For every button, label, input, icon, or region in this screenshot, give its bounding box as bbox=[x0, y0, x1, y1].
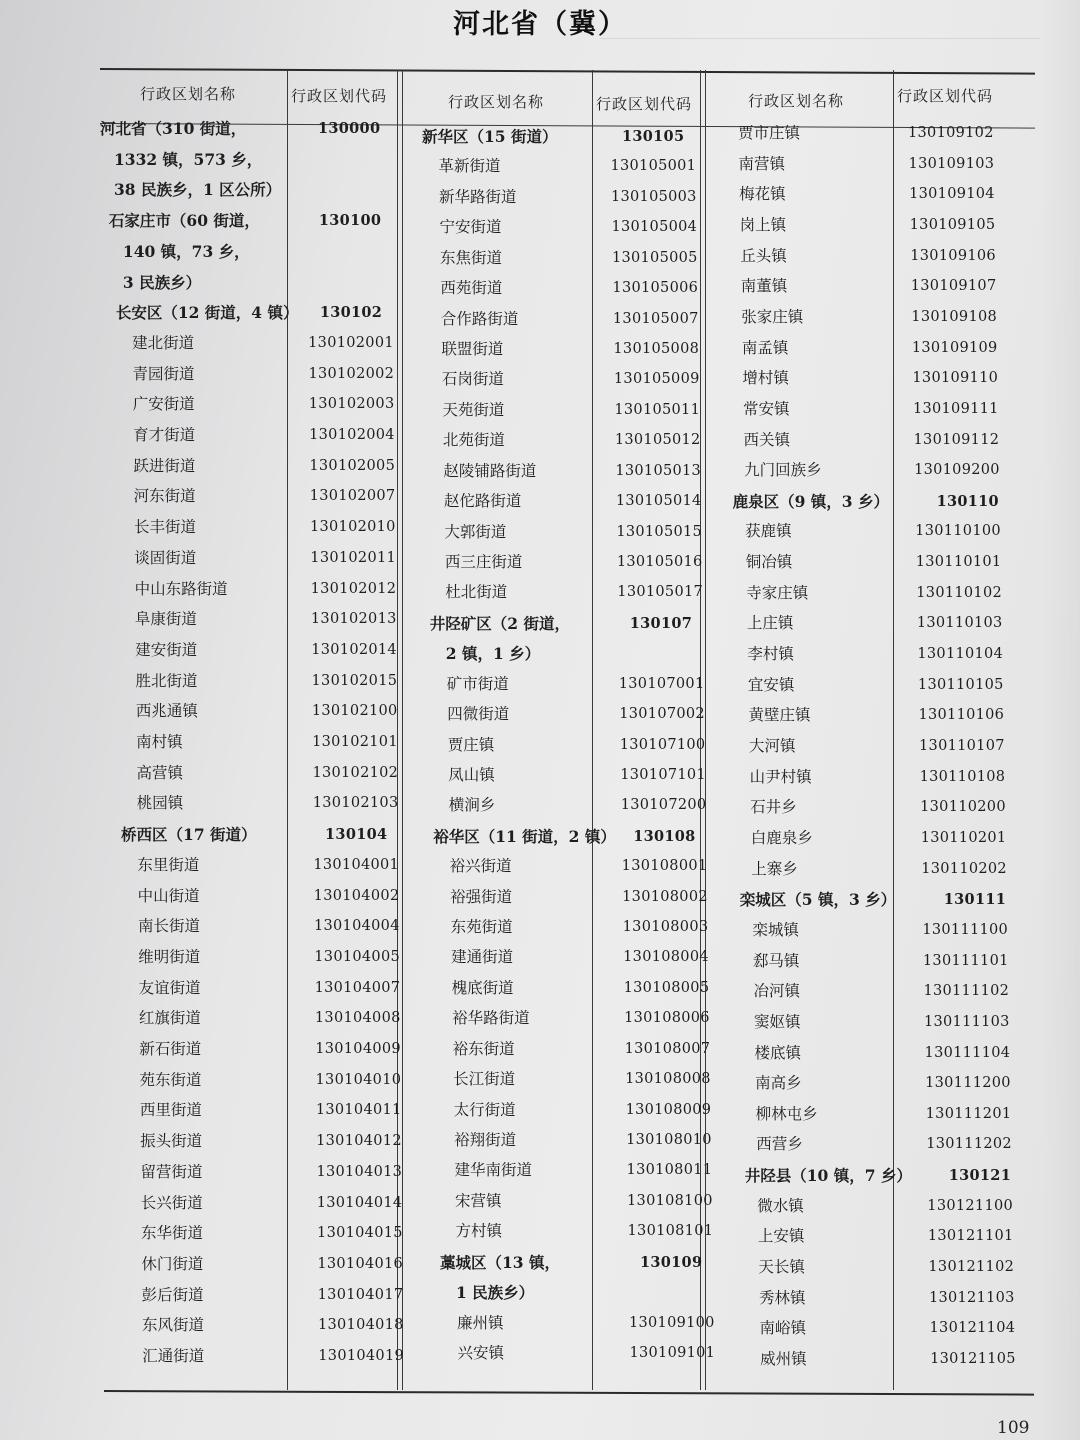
entry-name: 太行街道 bbox=[453, 1100, 516, 1119]
entry-code: 130104007 bbox=[314, 979, 401, 996]
entry-code: 130107002 bbox=[619, 706, 705, 723]
entry-name: 梅花镇 bbox=[739, 185, 786, 204]
entry-name: 贾庄镇 bbox=[447, 735, 495, 754]
entry-code: 130111102 bbox=[923, 983, 1010, 1000]
entry-name: 东里街道 bbox=[137, 855, 200, 874]
entry-name: 裕强街道 bbox=[450, 887, 513, 906]
entry-code: 130121 bbox=[948, 1167, 1012, 1185]
entry-name: 南营镇 bbox=[738, 154, 786, 173]
entry-name: 矿市街道 bbox=[446, 674, 509, 693]
entry-name: 河东街道 bbox=[133, 487, 196, 506]
entry-code: 130105009 bbox=[613, 371, 700, 388]
entry-name: 高营镇 bbox=[136, 763, 183, 782]
entry-code: 130110102 bbox=[916, 584, 1002, 601]
entry-code: 130105001 bbox=[610, 158, 697, 175]
entry-name: 留营街道 bbox=[140, 1162, 203, 1181]
entry-name: 裕华路街道 bbox=[452, 1009, 530, 1028]
entry-code: 130105016 bbox=[616, 553, 703, 570]
entry-code: 130105 bbox=[622, 128, 685, 145]
entry-code: 130111100 bbox=[922, 921, 1009, 938]
entry-code: 130105007 bbox=[612, 310, 699, 327]
entry-name: 东焦街道 bbox=[439, 248, 502, 267]
entry-code: 130110104 bbox=[917, 646, 1004, 663]
entry-name: 长兴街道 bbox=[140, 1193, 203, 1212]
entry-name: 方村镇 bbox=[455, 1222, 503, 1241]
entry-name: 上庄镇 bbox=[746, 614, 794, 633]
entry-code: 130100 bbox=[318, 212, 382, 230]
entry-code: 130105013 bbox=[615, 462, 702, 479]
entry-code: 130104004 bbox=[313, 918, 400, 935]
entry-name: 石家庄市（60 街道， bbox=[108, 211, 260, 231]
entry-code: 130000 bbox=[318, 120, 381, 137]
entry-name: 窦妪镇 bbox=[753, 1012, 801, 1031]
entry-name: 井陉县（10 镇，7 乡） bbox=[744, 1166, 912, 1186]
entry-code: 130110200 bbox=[920, 799, 1006, 816]
page-title: 河北省（冀） bbox=[453, 9, 627, 40]
entry-name: 鹿泉区（9 镇，3 乡） bbox=[732, 491, 889, 511]
entry-name: 南峪镇 bbox=[759, 1319, 807, 1338]
entry-name: 河北省（310 街道， bbox=[100, 119, 247, 138]
table-bottom-rule bbox=[104, 1390, 1034, 1396]
entry-code: 130104002 bbox=[313, 887, 400, 904]
entry-code: 130107200 bbox=[620, 797, 707, 814]
entry-code: 130108100 bbox=[627, 1192, 713, 1209]
entry-name: 上安镇 bbox=[757, 1227, 805, 1246]
entry-name: 井陉矿区（2 街道， bbox=[429, 613, 570, 633]
entry-name: 西营乡 bbox=[756, 1135, 803, 1154]
entry-code: 130105012 bbox=[614, 432, 701, 449]
entry-name: 建华南街道 bbox=[454, 1161, 533, 1180]
entry-name: 长丰街道 bbox=[133, 518, 196, 537]
column-rule bbox=[893, 70, 894, 1390]
entry-name: 杜北街道 bbox=[445, 583, 508, 602]
entry-code: 130104019 bbox=[318, 1348, 404, 1364]
entry-code: 130108011 bbox=[626, 1162, 713, 1179]
entry-code: 130108008 bbox=[625, 1071, 711, 1088]
entry-code: 130109102 bbox=[908, 125, 994, 141]
entry-name: 西里街道 bbox=[139, 1101, 202, 1120]
entry-code: 130108004 bbox=[623, 949, 709, 966]
entry-name: 140 镇，73 乡， bbox=[122, 241, 250, 261]
entry-code: 130121102 bbox=[928, 1259, 1015, 1276]
column-rule bbox=[287, 70, 288, 1390]
entry-code: 130105015 bbox=[616, 523, 703, 540]
entry-code: 130108010 bbox=[626, 1132, 712, 1149]
entry-code: 130109105 bbox=[909, 216, 996, 233]
entry-code: 130102010 bbox=[309, 519, 396, 536]
entry-name: 建通街道 bbox=[451, 948, 514, 967]
entry-name: 楼底镇 bbox=[754, 1043, 802, 1062]
entry-name: 东风街道 bbox=[141, 1316, 204, 1335]
entry-name: 宁安街道 bbox=[439, 218, 502, 237]
entry-code: 130108001 bbox=[621, 858, 708, 875]
column-header-code: 行政区划代码 bbox=[291, 87, 388, 105]
entry-name: 广安街道 bbox=[132, 395, 195, 414]
entry-code: 130111 bbox=[943, 891, 1007, 909]
entry-name: 栾城区（5 镇，3 乡） bbox=[739, 890, 897, 910]
entry-code: 130109111 bbox=[912, 400, 999, 417]
entry-name: 石岗街道 bbox=[441, 370, 504, 389]
entry-code: 130110106 bbox=[918, 707, 1005, 724]
entry-code: 130105014 bbox=[615, 493, 702, 510]
entry-name: 获鹿镇 bbox=[745, 522, 792, 541]
entry-name: 上寨乡 bbox=[751, 859, 798, 878]
entry-name: 新石街道 bbox=[139, 1040, 202, 1058]
entry-name: 赵佗路街道 bbox=[443, 492, 522, 511]
entry-name: 谈固街道 bbox=[134, 548, 197, 567]
entry-code: 130108009 bbox=[625, 1101, 712, 1118]
entry-code: 130111200 bbox=[925, 1075, 1011, 1092]
table-top-rule bbox=[100, 68, 1035, 75]
entry-name: 张家庄镇 bbox=[741, 307, 804, 326]
entry-code: 130108005 bbox=[623, 979, 710, 996]
entry-name: 跃进街道 bbox=[133, 456, 196, 475]
entry-name: 阜康街道 bbox=[134, 610, 197, 629]
entry-code: 130104016 bbox=[317, 1255, 404, 1272]
entry-code: 130102005 bbox=[309, 457, 396, 474]
entry-code: 130108101 bbox=[627, 1223, 714, 1240]
entry-name: 南长街道 bbox=[137, 917, 200, 936]
entry-code: 130109107 bbox=[910, 278, 997, 295]
entry-name: 宜安镇 bbox=[747, 675, 795, 694]
entry-name: 石井乡 bbox=[750, 798, 797, 817]
entry-code: 130102013 bbox=[310, 611, 397, 628]
entry-code: 130105004 bbox=[611, 219, 698, 236]
entry-code: 130110101 bbox=[915, 554, 1002, 571]
entry-code: 130107100 bbox=[619, 736, 706, 753]
entry-name: 建安街道 bbox=[135, 640, 198, 659]
entry-code: 130104014 bbox=[316, 1194, 403, 1211]
entry-name: 联盟街道 bbox=[441, 339, 504, 358]
entry-code: 130105005 bbox=[611, 249, 698, 266]
entry-code: 130109108 bbox=[911, 308, 998, 325]
entry-code: 130104017 bbox=[317, 1286, 404, 1303]
entry-name: 增村镇 bbox=[742, 369, 789, 388]
entry-code: 130105017 bbox=[617, 584, 704, 601]
entry-name: 彭后街道 bbox=[141, 1285, 204, 1304]
entry-name: 友谊街道 bbox=[138, 978, 201, 997]
entry-name: 3 民族乡） bbox=[122, 272, 202, 292]
entry-code: 130105006 bbox=[612, 280, 699, 297]
entry-name: 威州镇 bbox=[760, 1350, 807, 1368]
entry-code: 130108007 bbox=[624, 1040, 711, 1057]
entry-code: 130108002 bbox=[622, 888, 708, 905]
column-rule bbox=[592, 70, 593, 1390]
entry-name: 汇通街道 bbox=[142, 1347, 205, 1365]
entry-code: 130102014 bbox=[311, 641, 397, 658]
entry-name: 南高乡 bbox=[755, 1074, 802, 1093]
entry-code: 130102011 bbox=[310, 549, 397, 566]
entry-code: 130121100 bbox=[927, 1197, 1014, 1214]
entry-code: 130109110 bbox=[912, 370, 999, 387]
entry-code: 130110100 bbox=[915, 523, 1001, 540]
entry-code: 130109103 bbox=[908, 155, 995, 172]
entry-name: 新华路街道 bbox=[438, 187, 517, 206]
entry-code: 130104010 bbox=[315, 1071, 402, 1088]
entry-name: 新华区（15 街道） bbox=[422, 127, 558, 146]
entry-name: 寺家庄镇 bbox=[746, 583, 809, 602]
entry-code: 130107001 bbox=[618, 675, 705, 692]
entry-code: 130109100 bbox=[628, 1314, 715, 1331]
entry-code: 130109109 bbox=[911, 339, 998, 356]
entry-code: 130121101 bbox=[927, 1228, 1014, 1245]
entry-name: 1332 镇，573 乡， bbox=[114, 149, 263, 169]
entry-name: 振头街道 bbox=[140, 1132, 203, 1151]
entry-name: 南村镇 bbox=[136, 733, 183, 751]
entry-code: 130121105 bbox=[930, 1351, 1016, 1367]
entry-code: 130109112 bbox=[913, 431, 1000, 448]
entry-name: 郄马镇 bbox=[752, 951, 800, 970]
entry-name: 栾城镇 bbox=[752, 920, 799, 939]
entry-code: 130104012 bbox=[316, 1133, 402, 1150]
entry-name: 凤山镇 bbox=[448, 765, 495, 784]
entry-name: 长江街道 bbox=[453, 1070, 516, 1089]
entry-name: 黄壁庄镇 bbox=[748, 706, 811, 725]
entry-name: 红旗街道 bbox=[138, 1009, 201, 1028]
entry-code: 130110105 bbox=[917, 676, 1004, 693]
entry-code: 130109106 bbox=[910, 247, 996, 264]
entry-name: 宋营镇 bbox=[455, 1191, 502, 1210]
entry-code: 130121103 bbox=[928, 1289, 1015, 1306]
entry-code: 130105008 bbox=[613, 340, 700, 357]
entry-code: 130108003 bbox=[622, 919, 709, 936]
entry-name: 裕东街道 bbox=[452, 1039, 515, 1058]
entry-name: 李村镇 bbox=[747, 645, 794, 664]
entry-code: 130102003 bbox=[308, 396, 395, 413]
entry-name: 山尹村镇 bbox=[749, 767, 812, 786]
entry-code: 130102 bbox=[319, 304, 383, 322]
entry-name: 1 民族乡） bbox=[456, 1283, 535, 1303]
entry-name: 铜冶镇 bbox=[745, 553, 793, 572]
entry-code: 130108006 bbox=[624, 1010, 710, 1027]
entry-name: 兴安镇 bbox=[457, 1344, 504, 1362]
entry-code: 130109104 bbox=[909, 186, 995, 203]
entry-name: 中山东路街道 bbox=[134, 579, 228, 598]
entry-code: 130110201 bbox=[920, 829, 1007, 846]
entry-code: 130102101 bbox=[312, 734, 398, 750]
entry-name: 大郭街道 bbox=[444, 522, 507, 541]
entry-name: 胜北街道 bbox=[135, 671, 198, 690]
entry-name: 育才街道 bbox=[133, 426, 196, 444]
entry-name: 建北街道 bbox=[132, 333, 195, 352]
entry-code: 130105003 bbox=[610, 188, 697, 205]
entry-name: 横涧乡 bbox=[448, 796, 496, 815]
entry-code: 130111103 bbox=[923, 1013, 1010, 1030]
entry-name: 桃园镇 bbox=[136, 794, 184, 813]
entry-code: 130104009 bbox=[315, 1041, 401, 1057]
entry-name: 贾市庄镇 bbox=[738, 124, 801, 142]
entry-code: 130102001 bbox=[308, 334, 394, 351]
entry-code: 130121104 bbox=[929, 1320, 1016, 1337]
entry-code: 130104 bbox=[325, 826, 388, 844]
entry-code: 130111201 bbox=[925, 1105, 1012, 1122]
entry-name: 九门回族乡 bbox=[744, 461, 822, 480]
entry-name: 38 民族乡，1 区公所） bbox=[114, 180, 282, 200]
column-header-code: 行政区划代码 bbox=[596, 95, 693, 113]
entry-name: 槐底街道 bbox=[451, 978, 514, 997]
page-number: 109 bbox=[997, 1418, 1030, 1438]
entry-name: 常安镇 bbox=[742, 399, 790, 418]
entry-code: 130104013 bbox=[316, 1163, 403, 1180]
entry-name: 裕翔街道 bbox=[454, 1131, 517, 1150]
entry-name: 岗上镇 bbox=[739, 215, 787, 234]
entry-code: 130104011 bbox=[315, 1102, 402, 1119]
entry-name: 西苑街道 bbox=[440, 279, 503, 298]
entry-name: 西三庄街道 bbox=[444, 552, 523, 571]
column-header-code: 行政区划代码 bbox=[897, 87, 994, 105]
entry-name: 2 镇，1 乡） bbox=[445, 644, 541, 664]
entry-code: 130104015 bbox=[317, 1225, 403, 1242]
entry-name: 丘头镇 bbox=[740, 246, 787, 265]
entry-code: 130105011 bbox=[614, 401, 701, 418]
entry-name: 南董镇 bbox=[740, 277, 788, 296]
entry-code: 130102102 bbox=[312, 764, 399, 781]
entry-name: 大河镇 bbox=[749, 737, 796, 755]
entry-name: 南孟镇 bbox=[741, 338, 789, 357]
entry-code: 130110108 bbox=[919, 768, 1006, 785]
column-header-name: 行政区划名称 bbox=[448, 93, 545, 111]
entry-code: 130110107 bbox=[919, 738, 1005, 754]
entry-code: 130109101 bbox=[629, 1345, 716, 1361]
entry-name: 休门街道 bbox=[141, 1254, 204, 1273]
entry-code: 130104018 bbox=[317, 1317, 404, 1334]
entry-name: 秀林镇 bbox=[758, 1288, 806, 1307]
entry-code: 130104008 bbox=[314, 1010, 401, 1027]
entry-name: 革新街道 bbox=[438, 157, 501, 176]
entry-name: 维明街道 bbox=[138, 947, 201, 966]
entry-name: 苑东街道 bbox=[139, 1070, 202, 1089]
entry-name: 赵陵铺路街道 bbox=[443, 461, 537, 480]
entry-code: 130102004 bbox=[309, 427, 395, 443]
entry-name: 冶河镇 bbox=[753, 982, 800, 1001]
entry-name: 中山街道 bbox=[137, 886, 200, 905]
entry-name: 西关镇 bbox=[743, 430, 791, 449]
entry-name: 天苑街道 bbox=[442, 400, 505, 419]
entry-code: 130109 bbox=[640, 1253, 703, 1271]
column-header-name: 行政区划名称 bbox=[140, 85, 237, 103]
entry-name: 东苑街道 bbox=[450, 918, 513, 937]
entry-name: 白鹿泉乡 bbox=[750, 828, 813, 847]
entry-code: 130102103 bbox=[312, 795, 399, 812]
entry-name: 裕兴街道 bbox=[449, 857, 512, 876]
entry-code: 130107101 bbox=[620, 766, 706, 783]
entry-code: 130102100 bbox=[311, 703, 398, 720]
entry-code: 130111202 bbox=[926, 1136, 1012, 1153]
entry-code: 130104005 bbox=[314, 948, 401, 965]
entry-name: 合作路街道 bbox=[440, 309, 519, 328]
entry-name: 四微街道 bbox=[447, 705, 510, 724]
entry-name: 长安区（12 街道，4 镇） bbox=[115, 303, 299, 323]
entry-code: 130104001 bbox=[313, 856, 400, 873]
entry-name: 天长镇 bbox=[758, 1258, 805, 1277]
entry-name: 藁城区（13 镇， bbox=[440, 1252, 560, 1272]
entry-name: 桥西区（17 街道） bbox=[121, 825, 257, 845]
entry-code: 130109200 bbox=[914, 462, 1000, 479]
entry-name: 柳林屯乡 bbox=[755, 1104, 818, 1123]
entry-name: 廉州镇 bbox=[456, 1313, 504, 1332]
entry-code: 130110 bbox=[936, 492, 999, 510]
entry-name: 东华街道 bbox=[141, 1224, 204, 1243]
entry-code: 130110103 bbox=[916, 615, 1003, 632]
entry-code: 130102007 bbox=[309, 488, 396, 505]
column-header-name: 行政区划名称 bbox=[748, 92, 845, 110]
entry-code: 130108 bbox=[633, 827, 696, 845]
entry-name: 青园街道 bbox=[132, 364, 195, 383]
entry-code: 130107 bbox=[629, 614, 693, 632]
entry-name: 西兆通镇 bbox=[135, 702, 198, 721]
entry-code: 130110202 bbox=[921, 860, 1007, 877]
entry-name: 北苑街道 bbox=[442, 431, 505, 450]
page-edge-shadow bbox=[1040, 0, 1080, 1440]
entry-name: 微水镇 bbox=[757, 1196, 804, 1215]
entry-code: 130111101 bbox=[922, 952, 1009, 969]
entry-code: 130111104 bbox=[924, 1044, 1011, 1061]
entry-code: 130102012 bbox=[310, 580, 397, 597]
entry-code: 130102002 bbox=[308, 365, 395, 382]
entry-name: 裕华区（11 街道，2 镇） bbox=[433, 826, 616, 846]
entry-code: 130102015 bbox=[311, 672, 398, 689]
